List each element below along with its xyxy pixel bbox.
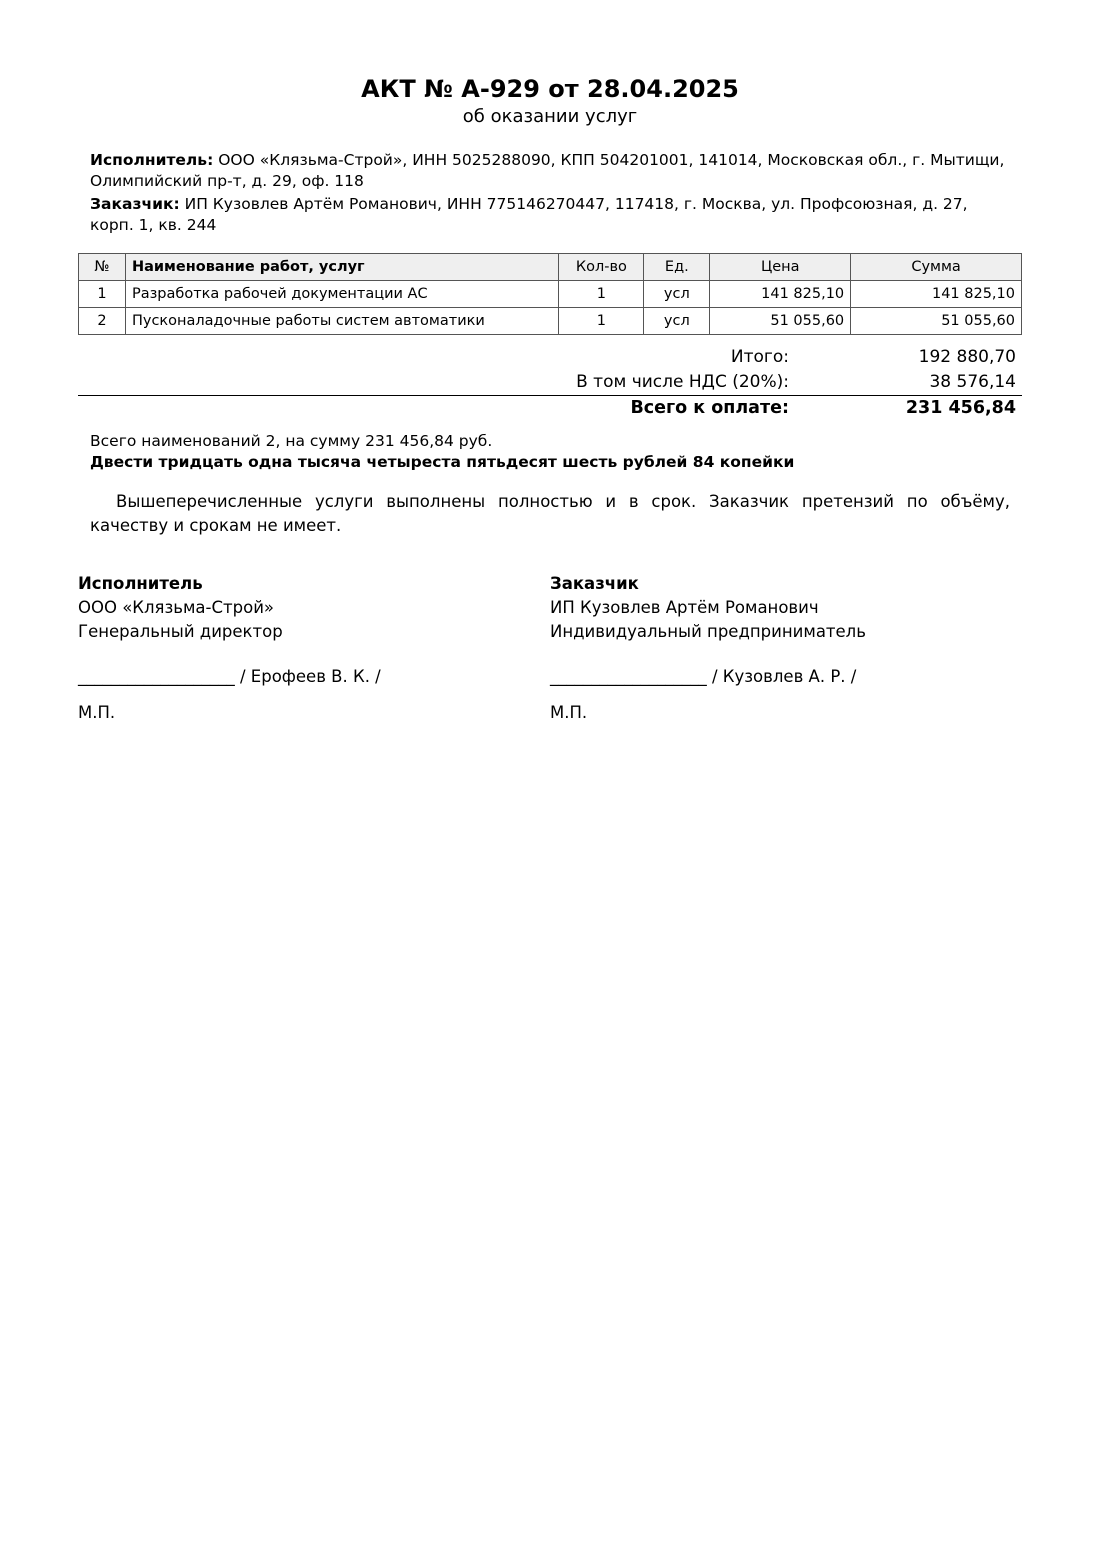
customer-signature-block bbox=[550, 572, 1000, 722]
row-unit: усл bbox=[644, 308, 710, 335]
row-qty: 1 bbox=[559, 308, 644, 335]
header-qty: Кол-во bbox=[559, 254, 644, 281]
executor-details bbox=[90, 150, 1015, 192]
executor-signature-block bbox=[78, 572, 528, 722]
row-sum: 51 055,60 bbox=[851, 308, 1022, 335]
executor-role: Исполнитель bbox=[78, 574, 203, 593]
customer-org: ИП Кузовлев Артём Романович bbox=[550, 598, 819, 617]
executor-text: ООО «Клязьма-Строй», ИНН 5025288090, КПП 504201001, 141014, Московская обл., г. Мытищи, Олимпийский пр-т, д. 29, оф. 118 bbox=[90, 151, 1005, 190]
executor-stamp-place: М.П. bbox=[78, 703, 116, 722]
completion-statement: Вышеперечисленные услуги выполнены полностью и в срок. Заказчик претензий по объёму, качеству и срокам не имеет. bbox=[90, 492, 1010, 535]
customer-details bbox=[90, 194, 1015, 236]
vat-value: 38 576,14 bbox=[929, 372, 1016, 392]
executor-label: Исполнитель: bbox=[90, 151, 214, 169]
row-price: 141 825,10 bbox=[710, 281, 851, 308]
executor-org: ООО «Клязьма-Строй» bbox=[78, 598, 275, 617]
header-unit: Ед. bbox=[644, 254, 710, 281]
vat-label: В том числе НДС (20%): bbox=[576, 372, 789, 392]
customer-position: Индивидуальный предприниматель bbox=[550, 622, 866, 641]
table-row bbox=[79, 308, 1022, 335]
header-num: № bbox=[79, 254, 126, 281]
row-num: 1 bbox=[79, 281, 126, 308]
header-sum: Сумма bbox=[851, 254, 1022, 281]
totals-divider bbox=[78, 395, 1022, 396]
total-label: Всего к оплате: bbox=[630, 398, 789, 418]
table-header-row bbox=[79, 254, 1022, 281]
row-num: 2 bbox=[79, 308, 126, 335]
row-unit: усл bbox=[644, 281, 710, 308]
header-price: Цена bbox=[710, 254, 851, 281]
document-subtitle: об оказании услуг bbox=[462, 106, 638, 127]
document-title: АКТ № А-929 от 28.04.2025 bbox=[361, 75, 739, 103]
row-name: Разработка рабочей документации АС bbox=[125, 281, 558, 308]
customer-sign-line: ___________________ / Кузовлев А. Р. / bbox=[550, 667, 857, 686]
subtotal-value: 192 880,70 bbox=[918, 347, 1016, 367]
executor-position: Генеральный директор bbox=[78, 622, 283, 641]
customer-label: Заказчик: bbox=[90, 195, 180, 213]
amount-in-words: Двести тридцать одна тысяча четыреста пятьдесят шесть рублей 84 копейки bbox=[90, 453, 795, 471]
row-name: Пусконаладочные работы систем автоматики bbox=[125, 308, 558, 335]
row-sum: 141 825,10 bbox=[851, 281, 1022, 308]
customer-stamp-place: М.П. bbox=[550, 703, 588, 722]
row-price: 51 055,60 bbox=[710, 308, 851, 335]
total-value: 231 456,84 bbox=[905, 398, 1016, 418]
table-row bbox=[79, 281, 1022, 308]
customer-text: ИП Кузовлев Артём Романович, ИНН 775146270447, 117418, г. Москва, ул. Профсоюзная, д. 27, корп. 1, кв. 244 bbox=[90, 195, 968, 234]
total-row bbox=[78, 398, 1022, 423]
header-name: Наименование работ, услуг bbox=[125, 254, 558, 281]
row-qty: 1 bbox=[559, 281, 644, 308]
vat-row bbox=[78, 372, 1022, 397]
services-table bbox=[78, 253, 1022, 335]
items-count-line: Всего наименований 2, на сумму 231 456,84 руб. bbox=[90, 432, 493, 450]
subtotal-label: Итого: bbox=[730, 347, 789, 367]
customer-role: Заказчик bbox=[550, 574, 639, 593]
executor-sign-line: ___________________ / Ерофеев В. К. / bbox=[78, 667, 381, 686]
subtotal-row bbox=[78, 347, 1022, 372]
